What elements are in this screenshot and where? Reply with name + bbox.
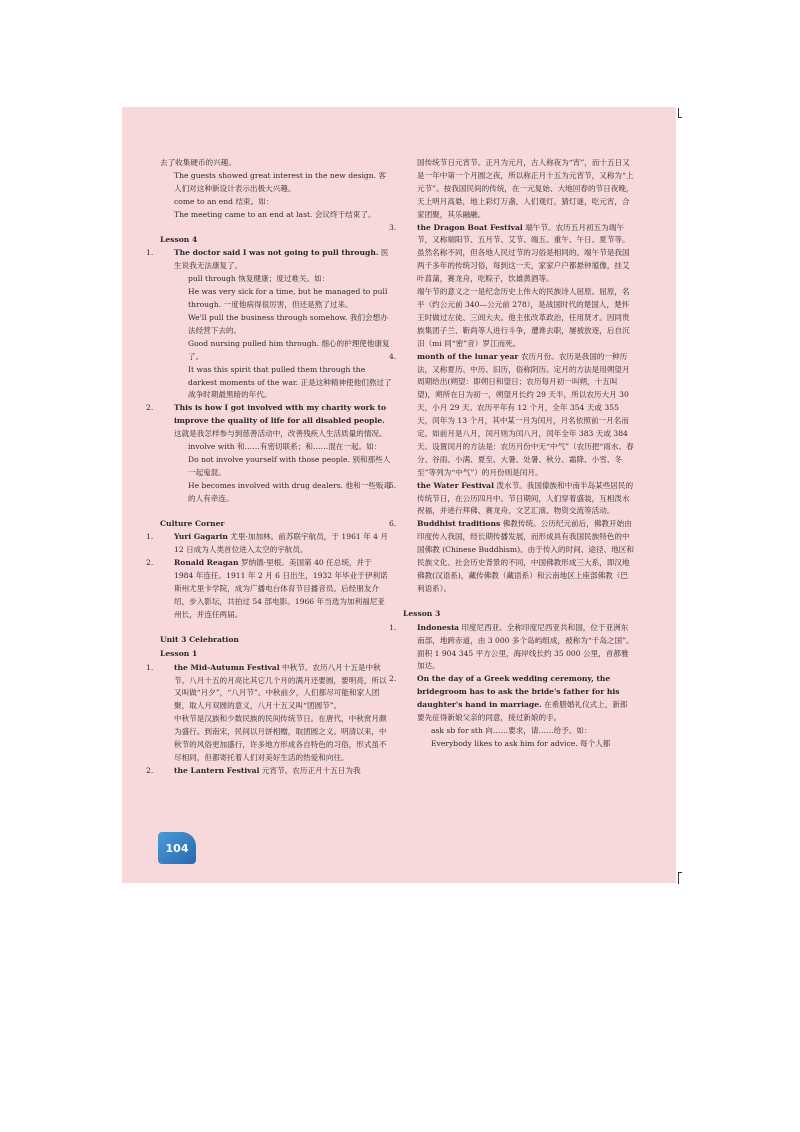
text: Everybody likes to ask him for advice. 每个人都 [431, 738, 611, 748]
section-heading [160, 518, 392, 531]
text: ask sb for sth 向……要求，请……给予。如： [431, 725, 592, 735]
paragraph [160, 312, 392, 338]
text: It was this spirit that pulled them through the darkest moments of the war. 正是这种精神使他们熬过了战争时期最黑暗的年代。 [188, 364, 392, 400]
text: 罗纳德·里根。美国第 40 任总统，并于 1984 年连任。1911 年 2 月 6 日出生，1932 年毕业于伊利诺斯州尤里卡学院，成为广播电台体育节目播音员。后经朋友介绍，步入影坛，共拍过 54 部电影。1966 年当选为加利福尼亚州长，并连任两届。 [174, 558, 388, 619]
text: 泼水节。我国傣族和中南半岛某些居民的传统节日，在公历四月中。节日期间，人们穿着盛装，互相泼水祝福，并进行拜佛、赛龙舟、文艺汇演、物资交流等活动。 [417, 480, 634, 516]
book-page [122, 107, 676, 883]
paragraph [160, 713, 392, 765]
paragraph [160, 441, 392, 454]
text: pull through 恢复健康；度过难关。如： [188, 274, 330, 284]
term: Yuri Gagarin [174, 532, 228, 542]
text: 国传统节日元宵节。正月为元月，古人称夜为“宵”，而十五日又是一年中第一个月圆之夜，所以称正月十五为元宵节，又称为“上元节”。按我国民间的传统，在一元复始、大地回春的节日夜晚，天上明月高悬，地上彩灯万盏，人们观灯，猜灯谜，吃元宵，合家团聚，其乐融融。 [417, 158, 634, 219]
paragraph [160, 480, 392, 506]
paragraph [160, 364, 392, 403]
text: Culture Corner [160, 518, 225, 528]
term: the Mid-Autumn Festival [174, 662, 280, 672]
item-number: 1. [146, 662, 154, 672]
page-number-badge [158, 832, 196, 864]
page-number: 104 [165, 841, 189, 855]
paragraph [146, 247, 392, 273]
term: Ronald Reagan [174, 558, 239, 568]
paragraph [403, 157, 635, 222]
term: the Water Festival [417, 480, 494, 490]
paragraph [160, 273, 392, 286]
paragraph [389, 518, 635, 595]
term: On the day of a Greek wedding ceremony, the bridegroom has to ask the bride's father for his daughter's hand in marriage. [417, 674, 620, 710]
paragraph [403, 725, 635, 738]
text: come to an end 结束。如： [174, 196, 274, 206]
paragraph [160, 157, 392, 170]
term: This is how I got involved with my charity work to improve the quality of life for all disabled people. [174, 403, 387, 426]
text: 端午节的意义之一是纪念历史上伟大的民族诗人屈原。屈原，名平（约公元前 340—公元前 278），是战国时代的楚国人，楚怀王时做过左徒、三闾大夫。他主张改革政治，任用贤才。因同贵族集团子兰、靳尚等人进行斗争，遭谗去职，屡被放逐，后自沉汨（mi 同“密”音）罗江而死。 [417, 287, 630, 348]
text: 印度尼西亚。全称印度尼西亚共和国，位于亚洲东南部，地跨赤道，由 3 000 多个岛屿组成，被称为“千岛之国”。面积 1 904 345 平方公里，海岸线长约 35 000 公里，首都雅加达。 [417, 622, 634, 671]
paragraph [389, 673, 635, 725]
item-number: 1. [389, 622, 397, 632]
term: month of the lunar year [417, 351, 519, 361]
text: 中秋节是汉族和少数民族的民间传统节日。在唐代，中秋赏月颇为盛行。到南宋，民间以月饼相赠，取团圆之义。明清以来，中秋节的风俗更加盛行，许多地方形成各自特色的习俗，形式虽不尽相同，但都寄托着人们对美好生活的热爱和向往。 [174, 714, 387, 762]
paragraph [389, 222, 635, 287]
paragraph [389, 480, 635, 519]
section-heading [403, 608, 635, 621]
paragraph [146, 765, 392, 778]
text: 端午节。农历五月初五为端午节，又称端阳节、五月节、艾节、端五、重午、午日、夏节等。虽然名称不同，但各地人民过节的习俗是相同的。端午节是我国两千多年的传统习俗，每到这一天，家家户户都悬钟馗像，挂艾叶菖蒲，赛龙舟，吃粽子，饮雄黄酒等。 [417, 222, 630, 284]
crop-mark-top-tick [678, 117, 682, 118]
term: Indonesia [417, 622, 459, 632]
right-column [389, 157, 635, 751]
item-number: 4. [389, 351, 397, 361]
text: 这就是我怎样参与到慈善活动中，改善残疾人生活质量的情况。 [174, 429, 387, 439]
text: We'll pull the business through somehow. 我们会想办法经营下去的。 [188, 312, 388, 335]
section-heading [160, 634, 392, 647]
text: He becomes involved with drug dealers. 他和一些贩毒的人有牵连。 [188, 480, 392, 503]
text: 医生说我无法康复了。 [174, 248, 389, 271]
section-heading [160, 648, 392, 661]
text: 尤里·加加林。前苏联宇航员，于 1961 年 4 月 12 日成为人类首位进入太空的宇航员。 [174, 532, 388, 555]
text: 中秋节。农历八月十五是中秋节。八月十五的月亮比其它几个月的满月还要圆，要明亮，所以又叫做“月夕”，“八月节”。中秋前夕，人们都尽可能和家人团聚，取人月双圆的意义，八月十五又叫“团圆节”。 [174, 662, 387, 711]
paragraph [146, 662, 392, 714]
section-heading [160, 234, 392, 247]
item-number: 2. [389, 674, 397, 684]
paragraph [146, 531, 392, 557]
paragraph [389, 351, 635, 480]
left-column [146, 157, 392, 778]
term: The doctor said I was not going to pull through. [174, 248, 379, 258]
text: 佛教传统。公历纪元前后，佛教开始由印度传入我国，经长期传播发展，而形成具有我国民族特色的中国佛教 (Chinese Buddhism)。由于传入的时间、途径、地区和民族文化、社会历史背景的不同，中国佛教形成三大系，即汉地佛教(汉语系)，藏传佛教（藏语系）和云南地区上座部佛教（巴利语系）。 [417, 519, 634, 593]
text: 农历月份。农历是我国的一种历法，又称夏历、中历、旧历，俗称阴历。定月的方法是用朔望月周期给出(朔望：即朔日和望日；农历每月初一叫朔，十五叫望)，朔所在日为初一，朔望月长约 29 天半，所以农历大月 30 天，小月 29 天。农历平年有 12 个月，全年 354 天或 355 天，闰年为 13 个月，其中某一月为闰月，月名依照前一月名而定。如前月是八月，闰月则为闰八月，闰年全年 383 天或 384 天。设置闰月的方法是：农历月份中无“中气”（农历把“雨水、春分、谷雨、小满、夏至、大暑、处暑、秋分、霜降、小雪、冬至”等列为“中气”）的月份则是闰月。 [417, 351, 634, 477]
paragraph [160, 338, 392, 364]
term: the Lantern Festival [174, 765, 260, 775]
text: The meeting came to an end at last. 会议终于结束了。 [174, 209, 376, 219]
text: Do not involve yourself with those people. 别和那些人一起鬼混。 [188, 454, 391, 477]
paragraph [389, 622, 635, 674]
text: Lesson 3 [403, 608, 441, 618]
text: Good nursing pulled him through. 细心的护理使他康复了。 [188, 338, 390, 361]
item-number: 1. [146, 532, 154, 542]
item-number: 2. [146, 403, 154, 413]
term: Buddhist traditions [417, 519, 501, 529]
text: 在希腊婚礼仪式上，新郎要先征得新娘父亲的同意，接过新娘的手。 [417, 700, 628, 723]
item-number: 6. [389, 519, 397, 529]
text: Lesson 1 [160, 648, 198, 658]
item-number: 3. [389, 222, 397, 232]
paragraph [160, 196, 392, 209]
paragraph [403, 738, 635, 751]
text: involve with 和……有密切联系；和……混在一起。如： [188, 442, 382, 452]
paragraph [403, 286, 635, 351]
item-number: 5. [389, 480, 397, 490]
paragraph [160, 454, 392, 480]
paragraph [160, 209, 392, 222]
text: He was very sick for a time, but he managed to pull through. 一度他病得很厉害，但还是熬了过来。 [188, 287, 388, 310]
item-number: 2. [146, 765, 154, 775]
paragraph [146, 402, 392, 441]
text: Unit 3 Celebration [160, 634, 239, 644]
term: the Dragon Boat Festival [417, 222, 523, 232]
item-number: 1. [146, 248, 154, 258]
paragraph [160, 170, 392, 196]
paragraph [146, 557, 392, 622]
crop-mark-bottom-tick [678, 872, 682, 873]
paragraph [160, 286, 392, 312]
text: Lesson 4 [160, 234, 198, 244]
crop-mark-bottom [678, 872, 679, 884]
text: 元宵节。农历正月十五日为我 [259, 765, 361, 775]
text: 去了收集硬币的兴趣。 [160, 158, 236, 167]
item-number: 2. [146, 558, 154, 568]
text: The guests showed great interest in the new design. 客人们对这种新设计表示出极大兴趣。 [174, 170, 387, 193]
